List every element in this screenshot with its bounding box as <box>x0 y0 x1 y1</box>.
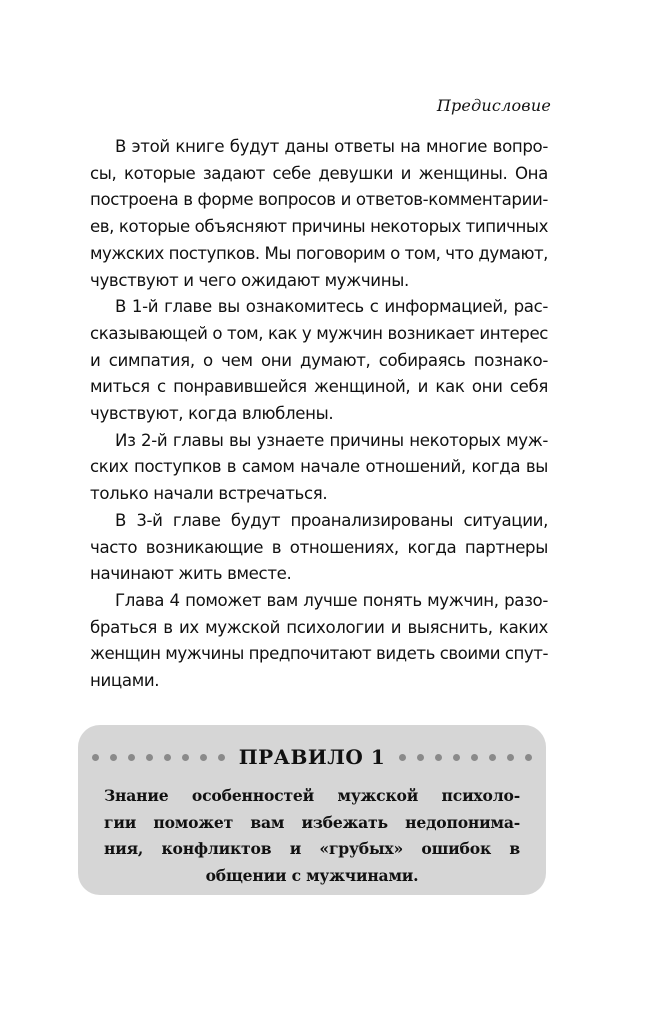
text-line: миться с понравившейся женщиной, и как они себя <box>90 377 548 397</box>
text-line: В этой книге будут даны ответы на многие вопро- <box>115 137 548 156</box>
text-line: часто возникающие в отношениях, когда партнеры <box>90 537 548 557</box>
running-header: Предисловие <box>436 96 551 115</box>
text-line: женщин мужчины предпочитают видеть своими спут- <box>90 644 548 664</box>
text-line: сказывающей о том, как у мужчин возникает интерес <box>90 323 548 343</box>
dot-ornament <box>182 754 189 761</box>
paragraph-1 <box>90 134 548 294</box>
dot-ornament <box>525 754 532 761</box>
dot-ornament <box>507 754 514 761</box>
dot-ornament <box>489 754 496 761</box>
rule-header <box>78 742 546 772</box>
paragraph-5 <box>90 588 548 695</box>
dot-ornament <box>128 754 135 761</box>
text-line: В 3-й главе будут проанализированы ситуации, <box>115 510 548 530</box>
rule-box <box>78 725 546 895</box>
text-line: В 1-й главе вы ознакомитесь с информацией, рас- <box>115 297 548 317</box>
text-line: мужских поступков. Мы поговорим о том, что думают, <box>90 243 548 263</box>
dot-ornament <box>417 754 424 761</box>
body-text <box>90 134 548 695</box>
rule-line: Знание особенностей мужской психоло- <box>104 786 520 805</box>
dot-ornament <box>435 754 442 761</box>
text-line: Глава 4 поможет вам лучше понять мужчин, разо- <box>115 590 548 610</box>
text-line: построена в форме вопросов и ответов-комментарии- <box>90 190 548 210</box>
dots-right <box>399 754 532 761</box>
text-line: ских поступков в самом начале отношений, когда вы <box>90 457 548 477</box>
text-line: и симпатия, о чем они думают, собираясь познако- <box>90 350 548 370</box>
dot-ornament <box>110 754 117 761</box>
dot-ornament <box>471 754 478 761</box>
dot-ornament <box>92 754 99 761</box>
paragraph-4 <box>90 508 548 588</box>
rule-line: ния, конфликтов и «грубых» ошибок в <box>104 839 520 858</box>
text-line: Из 2-й главы вы узнаете причины некоторых муж- <box>115 430 548 450</box>
paragraph-3 <box>90 428 548 508</box>
rule-title: ПРАВИЛО 1 <box>238 745 386 769</box>
dot-ornament <box>453 754 460 761</box>
rule-line: общении с мужчинами. <box>205 865 419 885</box>
dot-ornament <box>200 754 207 761</box>
text-line: чувствуют, когда влюблены. <box>90 404 334 424</box>
text-line: начинают жить вместе. <box>90 564 292 584</box>
text-line: ницами. <box>90 671 160 691</box>
rule-text <box>104 783 520 889</box>
dot-ornament <box>218 754 225 761</box>
dot-ornament <box>399 754 406 761</box>
text-line: сы, которые задают себе девушки и женщины. Она <box>90 163 548 183</box>
text-line: только начали встречаться. <box>90 484 328 504</box>
text-line: браться в их мужской психологии и выяснить, каких <box>90 617 548 637</box>
dot-ornament <box>164 754 171 761</box>
text-line: чувствуют и чего ожидают мужчины. <box>90 270 409 290</box>
rule-line: гии поможет вам избежать недопонима- <box>104 812 520 832</box>
dots-left <box>92 754 225 761</box>
dot-ornament <box>146 754 153 761</box>
text-line: ев, которые объясняют причины некоторых типичных <box>90 217 548 237</box>
paragraph-2 <box>90 294 548 428</box>
